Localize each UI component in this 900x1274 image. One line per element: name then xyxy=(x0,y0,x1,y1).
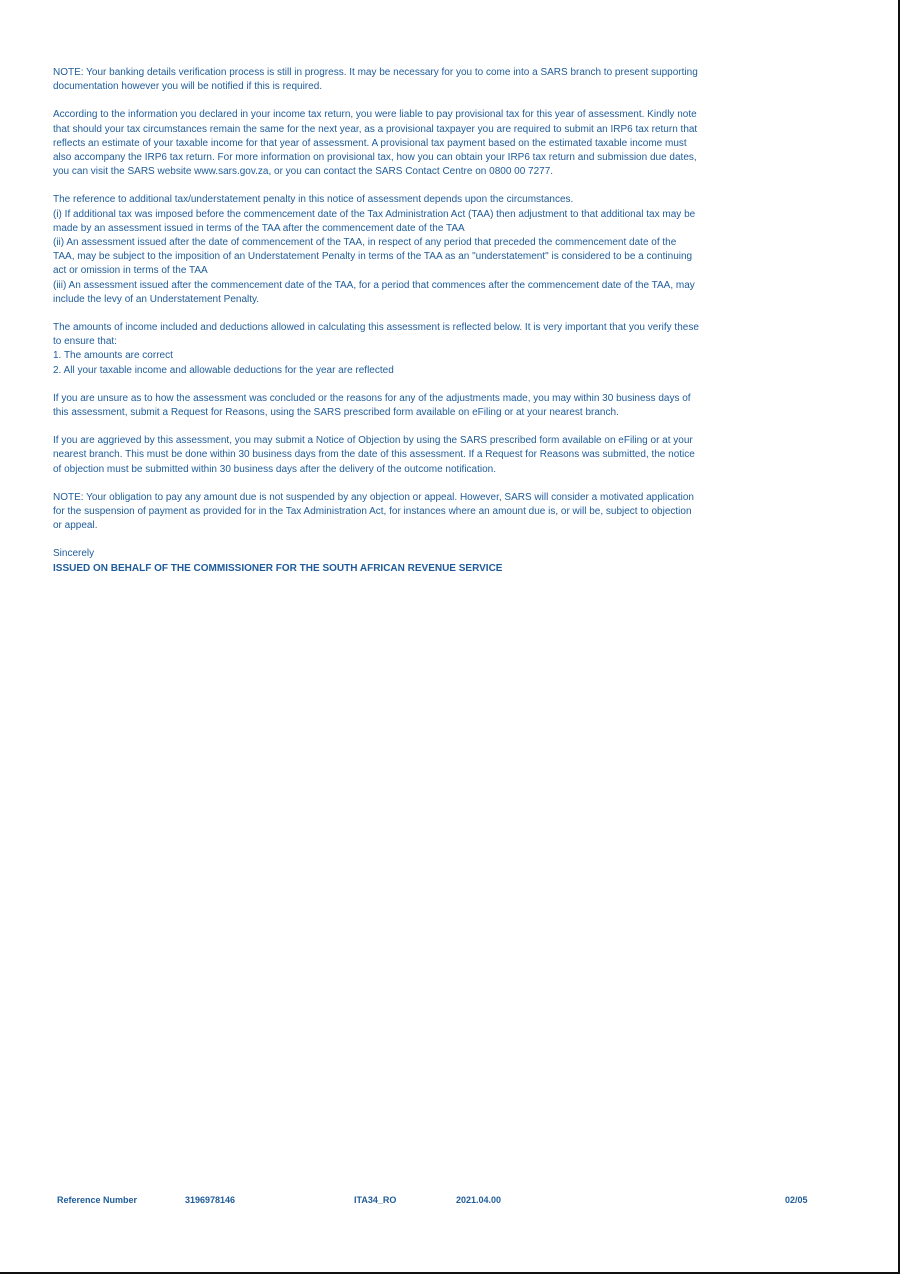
text-line: NOTE: Your banking details verification process is still in progress. It may be necessary for you to come into a SARS branch to present supporting xyxy=(53,67,698,78)
page-number: 02/05 xyxy=(785,1195,808,1205)
text-line: (iii) An assessment issued after the commencement date of the TAA, for a period that commences after the commencement date of the TAA, may xyxy=(53,279,695,291)
text-line: TAA, may be subject to the imposition of an Understatement Penalty in terms of the TAA as an "understatement" is considered to be a continuing xyxy=(53,251,693,263)
paragraph-request-for-reasons xyxy=(53,392,837,420)
list-item: 1. The amounts are correct xyxy=(53,350,173,362)
text-line: The amounts of income included and deductions allowed in calculating this assessment is reflected below. It is very important that you verify these xyxy=(53,322,699,334)
letter-body xyxy=(53,66,837,576)
text-line: this assessment, submit a Request for Reasons, using the SARS prescribed form available on eFiling or at your nearest branch. xyxy=(53,407,619,419)
paragraph-banking-note xyxy=(53,66,837,94)
text-line: reflects an estimate of your taxable income for that year of assessment. A provisional tax payment based on the estimated taxable income must xyxy=(53,137,687,149)
paragraph-understatement-penalty xyxy=(53,193,837,307)
salutation: Sincerely xyxy=(53,548,95,560)
text-line: of objection must be submitted within 30 business days after the delivery of the outcome notification. xyxy=(53,463,497,475)
text-line: According to the information you declared in your income tax return, you were liable to pay provisional tax for this year of assessment. Kindly note xyxy=(53,109,697,121)
paragraph-notice-of-objection xyxy=(53,434,837,477)
issuer-line: ISSUED ON BEHALF OF THE COMMISSIONER FOR THE SOUTH AFRICAN REVENUE SERVICE xyxy=(53,562,503,574)
paragraph-verify-amounts xyxy=(53,321,837,378)
text-line: act or omission in terms of the TAA xyxy=(53,265,208,277)
reference-number: 3196978146 xyxy=(185,1195,236,1205)
text-line: for the suspension of payment as provided for in the Tax Administration Act, for instances where an amount due is, or will be, subject to objection xyxy=(53,506,692,518)
reference-label: Reference Number xyxy=(57,1195,138,1205)
text-line: include the levy of an Understatement Penalty. xyxy=(53,293,260,305)
list-item: 2. All your taxable income and allowable deductions for the year are reflected xyxy=(53,364,394,376)
text-line: to ensure that: xyxy=(53,336,117,348)
text-line: If you are aggrieved by this assessment, you may submit a Notice of Objection by using the SARS prescribed form available on eFiling or at your xyxy=(53,435,693,447)
paragraph-payment-obligation xyxy=(53,491,837,534)
text-line: If you are unsure as to how the assessment was concluded or the reasons for any of the adjustments made, you may within 30 business days of xyxy=(53,392,691,404)
paragraph-provisional-tax xyxy=(53,108,837,179)
text-line: NOTE: Your obligation to pay any amount due is not suspended by any objection or appeal. However, SARS will consider a motivated application xyxy=(53,491,694,503)
text-line: The reference to additional tax/understatement penalty in this notice of assessment depends upon the circumstances. xyxy=(53,194,574,206)
text-line: nearest branch. This must be done within 30 business days from the date of this assessment. If a Request for Reasons was submitted, the notice xyxy=(53,449,695,461)
text-line: (i) If additional tax was imposed before the commencement date of the Tax Administration Act (TAA) then adjustment to that additional tax may be xyxy=(53,208,696,220)
text-line: made by an assessment issued in terms of the TAA after the commencement date of the TAA xyxy=(53,222,465,234)
form-version: 2021.04.00 xyxy=(456,1195,502,1205)
letter-closing xyxy=(53,547,837,575)
text-line: or appeal. xyxy=(53,520,98,532)
text-line: (ii) An assessment issued after the date of commencement of the TAA, in respect of any period that preceded the commencement date of the xyxy=(53,237,677,249)
text-line: also accompany the IRP6 tax return. For more information on provisional tax, how you can obtain your IRP6 tax return and submission due dates, xyxy=(53,152,697,164)
text-line: you can visit the SARS website www.sars.gov.za, or you can contact the SARS Contact Centre on 0800 00 7277. xyxy=(53,166,554,178)
text-line: that should your tax circumstances remain the same for the next year, as a provisional taxpayer you are required to submit an IRP6 tax return that xyxy=(53,123,698,135)
form-code: ITA34_RO xyxy=(354,1195,397,1205)
text-line: documentation however you will be notified if this is required. xyxy=(53,81,323,93)
